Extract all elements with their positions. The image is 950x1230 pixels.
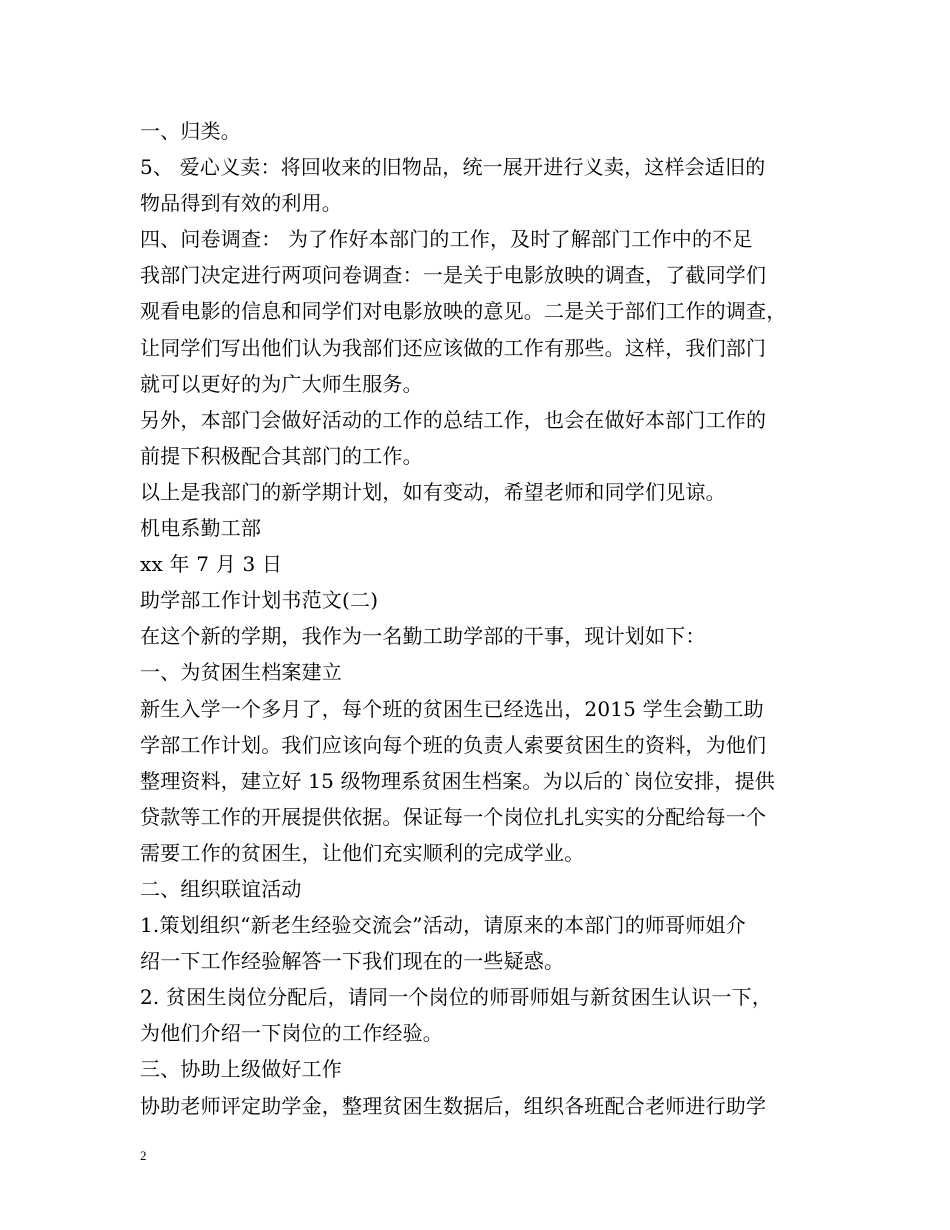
document-body <box>140 113 830 1124</box>
text-line: 学部工作计划。我们应该向每个班的负责人索要贫困生的资料，为他们 <box>140 732 767 757</box>
section-title: 助学部工作计划书范文(二) <box>140 588 379 613</box>
text-line: 让同学们写出他们认为我部们还应该做的工作有那些。这样，我们部门 <box>140 335 767 360</box>
text-line: 观看电影的信息和同学们对电影放映的意见。二是关于部们工作的调查， <box>140 299 787 324</box>
text-line: 我部门决定进行两项问卷调查：一是关于电影放映的调查，了截同学们 <box>140 263 767 288</box>
text-line: 以上是我部门的新学期计划，如有变动，希望老师和同学们见谅。 <box>140 479 726 504</box>
signature-department: 机电系勤工部 <box>140 516 262 541</box>
text-line: 贷款等工作的开展提供依据。保证每一个岗位扎扎实实的分配给每一个 <box>140 804 767 829</box>
signature-date: xx 年 7 月 3 日 <box>140 552 283 577</box>
text-line: 在这个新的学期，我作为一名勤工助学部的干事，现计划如下： <box>140 624 706 649</box>
section-heading: 一、为贫困生档案建立 <box>140 660 342 685</box>
text-line: 就可以更好的为广大师生服务。 <box>140 371 423 396</box>
text-line: 前提下积极配合其部门的工作。 <box>140 443 423 468</box>
text-line: 为他们介绍一下岗位的工作经验。 <box>140 1021 443 1046</box>
text-line: 5、 爱心义卖：将回收来的旧物品，统一展开进行义卖，这样会适旧的 <box>140 155 766 180</box>
page-number: 2 <box>140 1148 147 1163</box>
text-line: 1.策划组织“新老生经验交流会”活动，请原来的本部门的师哥师姐介 <box>140 913 746 938</box>
text-line: 绍一下工作经验解答一下我们现在的一些疑惑。 <box>140 949 565 974</box>
text-line: 需要工作的贫困生，让他们充实顺利的完成学业。 <box>140 840 585 865</box>
section-heading: 二、组织联谊活动 <box>140 876 302 901</box>
text-line: 物品得到有效的利用。 <box>140 191 342 216</box>
text-line: 整理资料，建立好 15 级物理系贫困生档案。为以后的`岗位安排，提供 <box>140 768 775 793</box>
text-line: 协助老师评定助学金，整理贫困生数据后，组织各班配合老师进行助学 <box>140 1093 767 1118</box>
text-line: 四、问卷调查： 为了作好本部门的工作，及时了解部门工作中的不足 <box>140 227 753 252</box>
text-line: 一、归类。 <box>140 119 241 143</box>
text-line: 另外，本部门会做好活动的工作的总结工作，也会在做好本部门工作的 <box>140 407 767 432</box>
section-heading: 三、协助上级做好工作 <box>140 1057 342 1082</box>
text-line: 新生入学一个多月了，每个班的贫困生已经选出，2015 学生会勤工助 <box>140 696 764 721</box>
text-line: 2. 贫困生岗位分配后，请同一个岗位的师哥师姐与新贫困生认识一下， <box>140 985 773 1010</box>
